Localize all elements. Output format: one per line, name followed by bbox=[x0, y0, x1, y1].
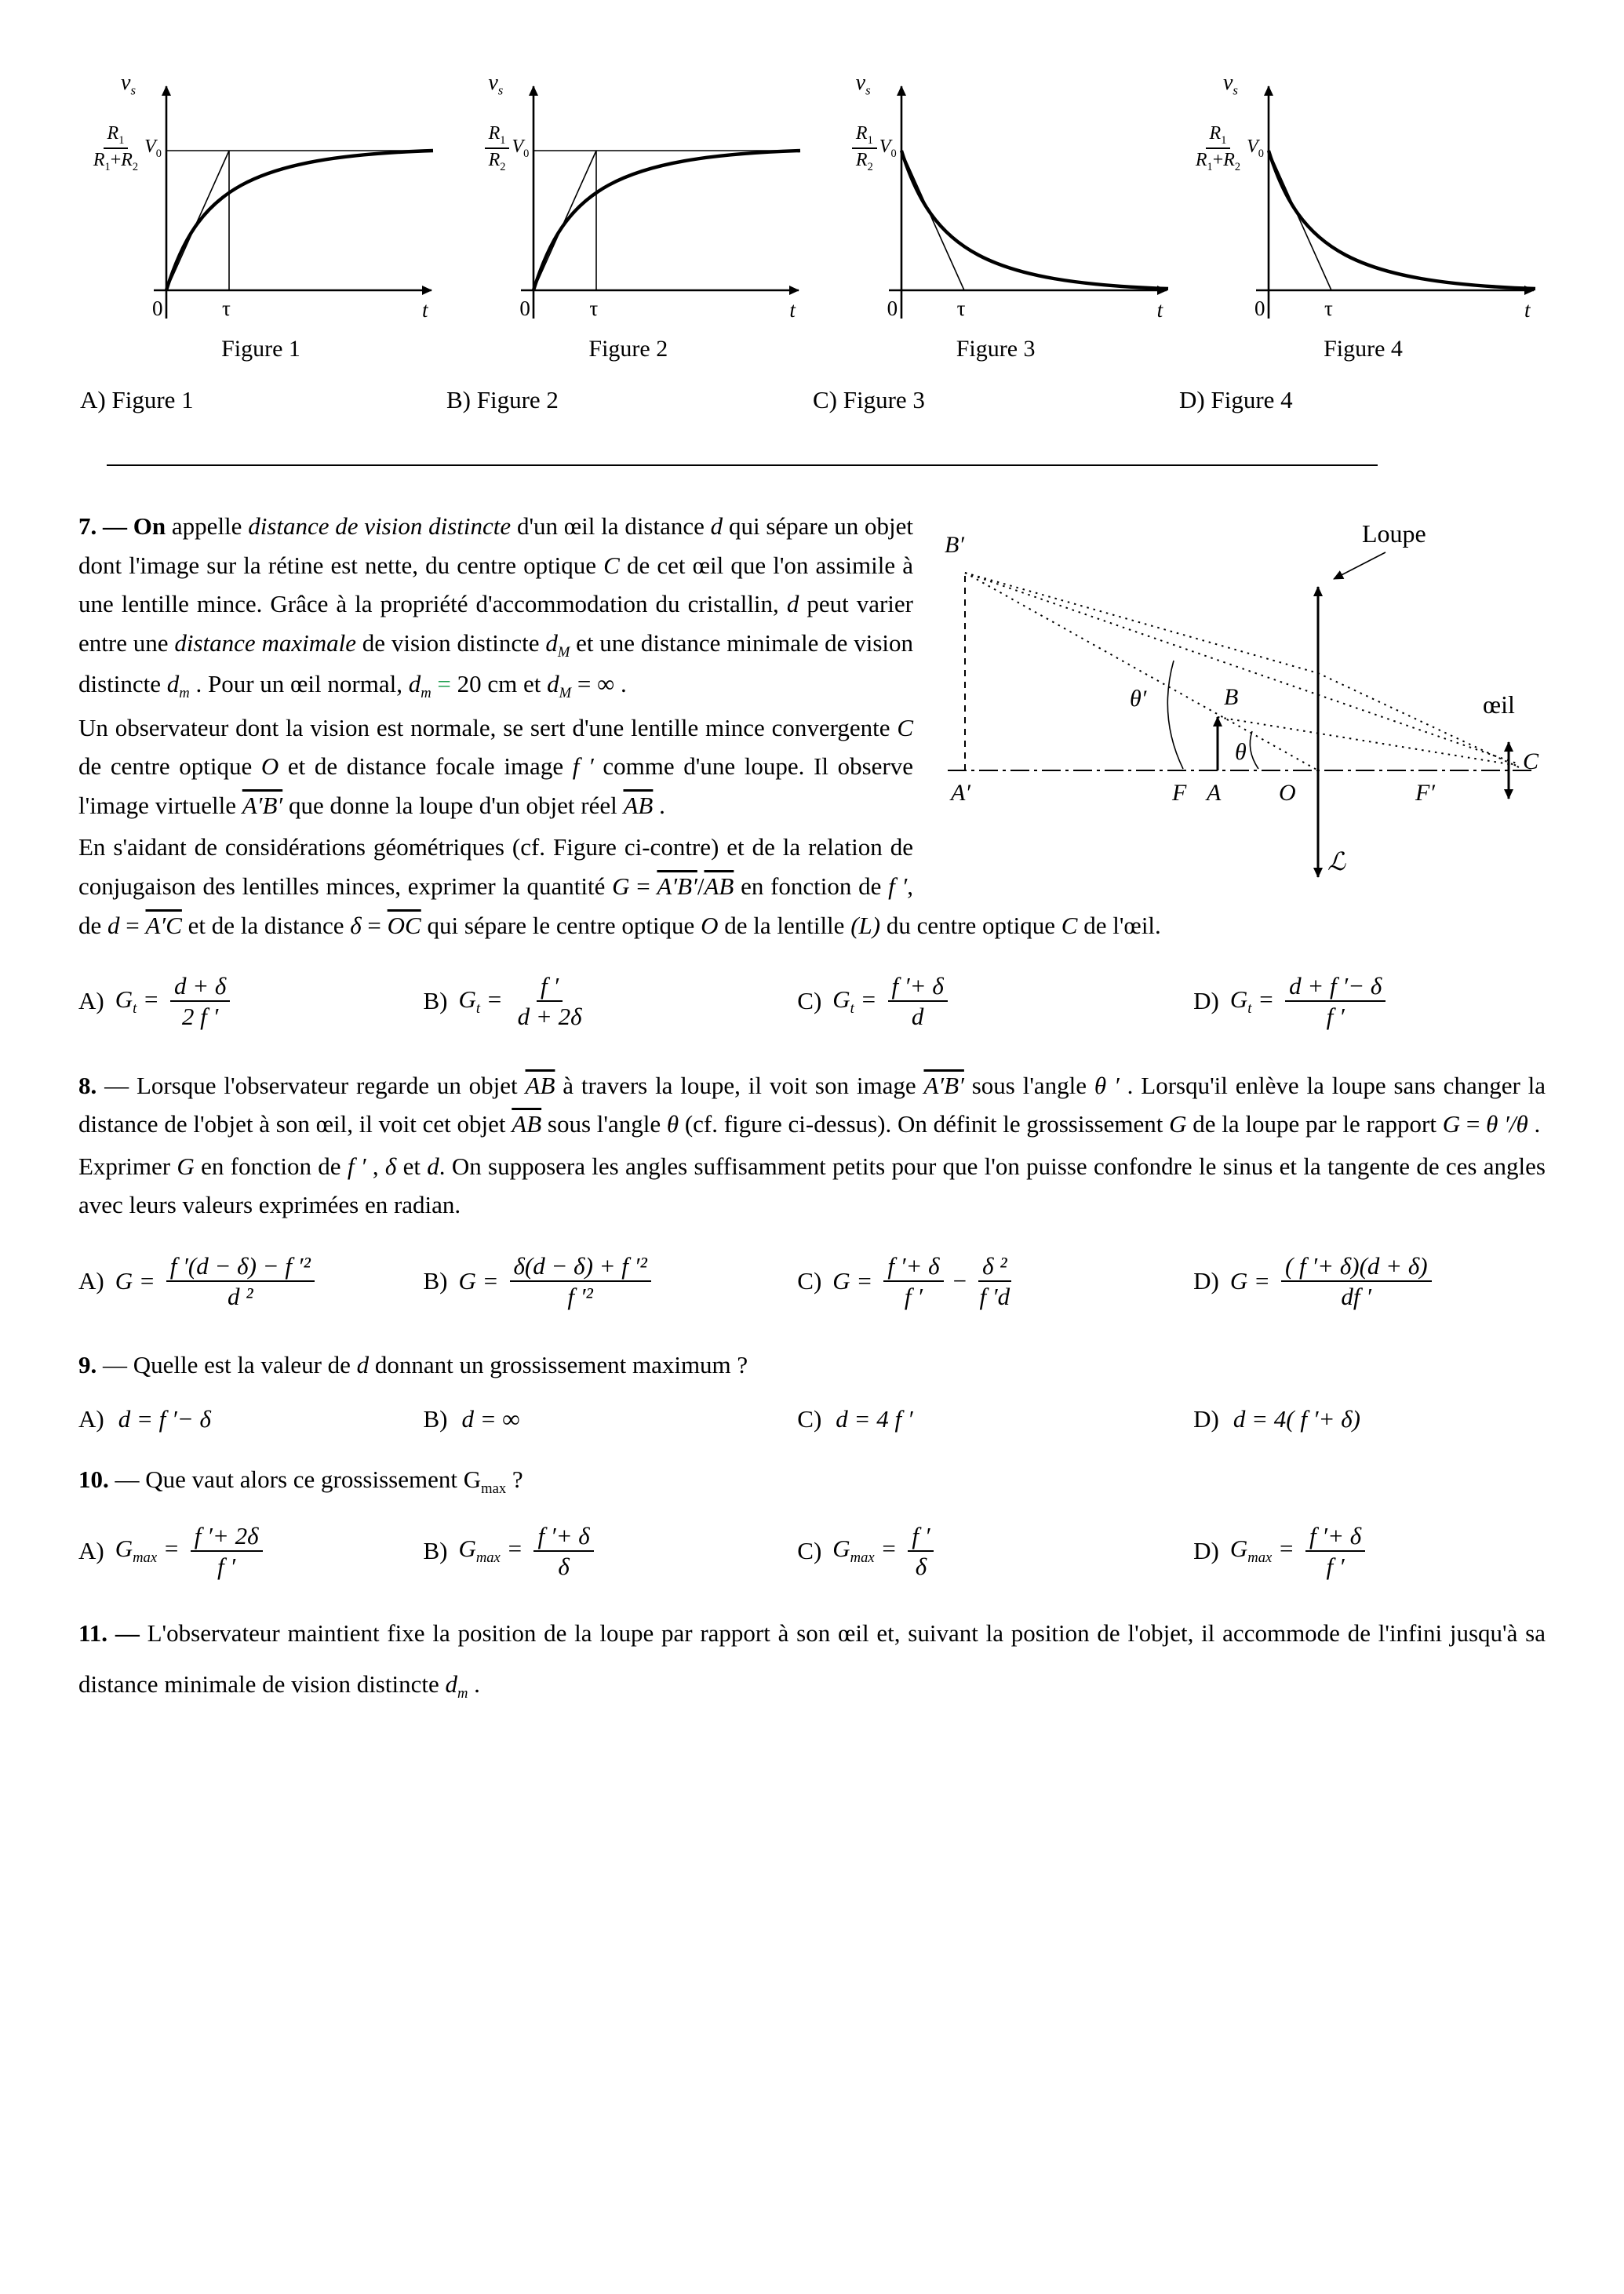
question-10-section bbox=[78, 1460, 1546, 1581]
point-b-label: B bbox=[1224, 684, 1239, 710]
tau-label: τ bbox=[589, 297, 599, 320]
t-axis-label: t bbox=[1156, 298, 1163, 322]
q9-option-b bbox=[423, 1405, 797, 1433]
point-o-label: O bbox=[1279, 780, 1296, 806]
v0-label: $V_0$ bbox=[512, 136, 530, 160]
origin-label: 0 bbox=[152, 297, 163, 320]
y-axis-label: $v_s$ bbox=[121, 71, 136, 98]
theta-prime-label: θ′ bbox=[1130, 686, 1147, 712]
option-formula: $G_t$ = $\frac{f '}{d + 2\delta}$ bbox=[458, 972, 582, 1031]
q10-option-b bbox=[423, 1521, 797, 1581]
figure-caption: Figure 3 bbox=[956, 336, 1036, 362]
q10-options-row bbox=[78, 1521, 1546, 1581]
option-label: A) bbox=[78, 1267, 104, 1295]
resistor-ratio-fraction: $\frac{R_1}{R_2}$ bbox=[485, 122, 510, 174]
q8-option-b bbox=[423, 1251, 797, 1311]
question-11-section bbox=[78, 1608, 1546, 1710]
origin-label: 0 bbox=[1254, 297, 1265, 320]
tau-label: τ bbox=[1324, 297, 1333, 320]
option-formula: d = ∞ bbox=[461, 1404, 520, 1433]
q7-paragraph-1: 7. — On appelle distance de vision distincte d'un œil la distance d qui sépare un objet dont l'image sur la rétine est nette, du centre optique C de cet œil que l'on assimile à une lentille mince. Grâce à la propriété d'accommodation du cristallin, d peut varier entre une distance maximale de vision distincte $d_M$ et une distance minimale de vision distincte $d_m$ . Pour un œil normal, $d_m = 20$ cm et $d_M$ = ∞ . bbox=[78, 512, 914, 701]
q7-options-row bbox=[78, 971, 1546, 1031]
option-label: B) bbox=[423, 1404, 448, 1433]
q7-paragraph-2: Un observateur dont la vision est normale, se sert d'une lentille mince convergente C de centre optique O et de distance focale image f ′ comme d'une loupe. Il observe l'image virtuelle A′B′ que donne la loupe d'un objet réel $\overline{AB}$ . bbox=[78, 713, 913, 819]
option-formula: d = 4 f ′ bbox=[836, 1404, 913, 1433]
option-formula: G = $\frac{\text{δ(d − δ) + f ′²}}{\text{f ′²}}$ bbox=[458, 1251, 655, 1311]
point-a-label: A bbox=[1207, 780, 1222, 806]
q7-option-d bbox=[1193, 971, 1546, 1031]
q8-option-d bbox=[1193, 1251, 1546, 1311]
option-label: D) bbox=[1193, 1267, 1219, 1295]
theta-label: θ bbox=[1235, 739, 1247, 765]
figure-4-plot bbox=[1181, 72, 1546, 333]
tau-label: τ bbox=[222, 297, 231, 320]
lens-script-l-label: ℒ bbox=[1327, 847, 1346, 876]
q8-options-row bbox=[78, 1251, 1546, 1311]
option-label: B) bbox=[423, 987, 448, 1015]
q8-option-c bbox=[797, 1251, 1193, 1311]
q9-option-a bbox=[78, 1405, 423, 1433]
y-axis-label: $v_s$ bbox=[1222, 71, 1238, 98]
t-axis-label: t bbox=[422, 298, 428, 322]
q8-option-a bbox=[78, 1251, 423, 1311]
option-label: A) bbox=[78, 1537, 104, 1565]
figure-caption: Figure 2 bbox=[588, 336, 668, 362]
option-formula: G = $\frac{f '+ \delta}{f '}$ − $\frac{\text{δ ²}}{f 'd}$ bbox=[832, 1251, 1010, 1311]
option-label: B) bbox=[423, 1267, 448, 1295]
option-label: C) bbox=[797, 987, 822, 1015]
option-formula: d = 4( f ′+ δ) bbox=[1233, 1404, 1360, 1433]
answer-choice-d: D) Figure 4 bbox=[1179, 386, 1293, 413]
q7-option-b bbox=[423, 971, 797, 1031]
y-value-label bbox=[78, 122, 162, 174]
option-formula: G = $\frac{\text{f ′(d − δ) − f ′²}}{\text{d ²}}$ bbox=[115, 1251, 319, 1311]
optics-diagram-drawing bbox=[941, 512, 1546, 901]
y-axis-label: $v_s$ bbox=[488, 71, 504, 98]
figure-4-graph bbox=[1181, 72, 1546, 362]
q9-option-c bbox=[797, 1405, 1193, 1433]
option-formula: $G_{max}$ = $\frac{f '+ \delta}{\delta}$ bbox=[458, 1521, 598, 1581]
q9-options-row bbox=[78, 1405, 1546, 1433]
q10-option-a bbox=[78, 1521, 423, 1581]
option-label: C) bbox=[797, 1404, 822, 1433]
point-b-prime-label: B′ bbox=[945, 532, 964, 558]
y-value-label bbox=[1181, 122, 1264, 174]
t-axis-label: t bbox=[789, 298, 796, 322]
option-label: A) bbox=[78, 1404, 104, 1433]
q7-option-c bbox=[797, 971, 1193, 1031]
y-value-label bbox=[814, 122, 897, 174]
option-formula: d = f ′− δ bbox=[118, 1404, 211, 1433]
figure-2-plot bbox=[446, 72, 810, 333]
option-label: D) bbox=[1193, 1404, 1219, 1433]
option-formula: $G_t$ = $\frac{f '+ \delta}{d}$ bbox=[832, 971, 952, 1031]
option-label: C) bbox=[797, 1537, 822, 1565]
y-value-label bbox=[446, 122, 529, 174]
question-7-section bbox=[78, 507, 1546, 1032]
question-8-section bbox=[78, 1066, 1546, 1312]
answer-choice-a: A) Figure 1 bbox=[80, 386, 194, 413]
v0-label: $V_0$ bbox=[144, 136, 162, 160]
option-label: D) bbox=[1193, 1537, 1219, 1565]
option-formula: $G_{max}$ = $\frac{f '+ 2\delta}{f '}$ bbox=[115, 1521, 268, 1581]
option-formula: G = $\frac{( f '+ \delta)(d + \delta)}{df '}$ bbox=[1230, 1251, 1436, 1311]
resistor-ratio-fraction: $\frac{R_1}{R_2}$ bbox=[852, 122, 877, 174]
figure-1-plot bbox=[78, 72, 443, 333]
q7-paragraph-3: En s'aidant de considérations géométriques (cf. Figure ci-contre) et de la relation de conjugaison des lentilles minces, exprimer la quantité $G = A'B'/\overline{AB}$ en fonction de f ′, de d = A′C et de la distance $\delta = \overline{OC}$ qui sépare le centre optique O de la lentille (L) du centre optique C de l'œil. bbox=[78, 833, 1161, 939]
figure-caption: Figure 4 bbox=[1324, 336, 1403, 362]
q8-paragraph-2: Exprimer G en fonction de f ′ , δ et d. On supposera les angles suffisamment petits pour que l'on puisse confondre le sinus et la tangente de ces angles avec leurs valeurs exprimées en radian. bbox=[78, 1152, 1546, 1219]
optics-diagram bbox=[941, 512, 1546, 901]
eye-label: œil bbox=[1483, 690, 1515, 719]
t-axis-label: t bbox=[1524, 298, 1531, 322]
figure-answer-choices bbox=[80, 386, 1546, 414]
loupe-label: Loupe bbox=[1362, 519, 1426, 548]
option-label: B) bbox=[423, 1537, 448, 1565]
q11-paragraph: 11. — L'observateur maintient fixe la position de la loupe par rapport à son œil et, suivant la position de l'objet, il accommode de l'infini jusqu'à sa distance minimale de vision distincte $d_m$ . bbox=[78, 1619, 1546, 1702]
q9-option-d bbox=[1193, 1405, 1546, 1433]
y-axis-label: $v_s$ bbox=[855, 71, 871, 98]
separator-line bbox=[107, 464, 1378, 466]
figure-3-plot bbox=[814, 72, 1178, 333]
question-9-section bbox=[78, 1345, 1546, 1433]
option-formula: $G_t$ = $\frac{d + f '- \delta}{f '}$ bbox=[1230, 971, 1390, 1031]
origin-label: 0 bbox=[519, 297, 530, 320]
figure-caption: Figure 1 bbox=[221, 336, 300, 362]
q8-paragraph-1: 8. — Lorsque l'observateur regarde un objet $\overline{AB}$ à travers la loupe, il voit son image A′B′ sous l'angle θ ′ . Lorsqu'il enlève la loupe sans changer la distance de l'objet à son œil, il voit cet objet $\overline{AB}$ sous l'angle θ (cf. figure ci-dessus). On définit le grossissement G de la loupe par le rapport G = θ ′/θ . bbox=[78, 1071, 1546, 1138]
figure-3-graph bbox=[814, 72, 1178, 362]
option-label: C) bbox=[797, 1267, 822, 1295]
figure-2-graph bbox=[446, 72, 810, 362]
answer-figures-panel bbox=[78, 72, 1546, 362]
q7-option-a bbox=[78, 971, 423, 1031]
q9-paragraph: 9. — Quelle est la valeur de d donnant un grossissement maximum ? bbox=[78, 1351, 748, 1379]
option-label: A) bbox=[78, 987, 104, 1015]
point-f-label: F bbox=[1172, 780, 1187, 806]
point-a-prime-label: A′ bbox=[951, 780, 970, 806]
resistor-ratio-fraction: $\frac{R_1}{R_1+R_2}$ bbox=[1195, 123, 1241, 173]
v0-label: $V_0$ bbox=[1247, 136, 1264, 160]
option-formula: $G_t$ = $\frac{d + \delta}{2 f '}$ bbox=[115, 971, 235, 1031]
figure-1-graph bbox=[78, 72, 443, 362]
answer-choice-b: B) Figure 2 bbox=[446, 386, 559, 413]
q10-option-d bbox=[1193, 1521, 1546, 1581]
tau-label: τ bbox=[956, 297, 966, 320]
v0-label: $V_0$ bbox=[879, 136, 897, 160]
resistor-ratio-fraction: $\frac{R_1}{R_1+R_2}$ bbox=[93, 123, 139, 173]
option-label: D) bbox=[1193, 987, 1219, 1015]
origin-label: 0 bbox=[887, 297, 898, 320]
option-formula: $G_{max}$ = $\frac{f '+ \delta}{f '}$ bbox=[1230, 1521, 1370, 1581]
answer-choice-c: C) Figure 3 bbox=[813, 386, 925, 413]
option-formula: $G_{max}$ = $\frac{f '}{\delta}$ bbox=[832, 1521, 938, 1581]
q10-option-c bbox=[797, 1521, 1193, 1581]
point-f-prime-label: F′ bbox=[1415, 780, 1435, 806]
q10-paragraph: 10. — Que vaut alors ce grossissement $G_{max}$ ? bbox=[78, 1465, 523, 1498]
point-c-label: C bbox=[1523, 748, 1539, 774]
